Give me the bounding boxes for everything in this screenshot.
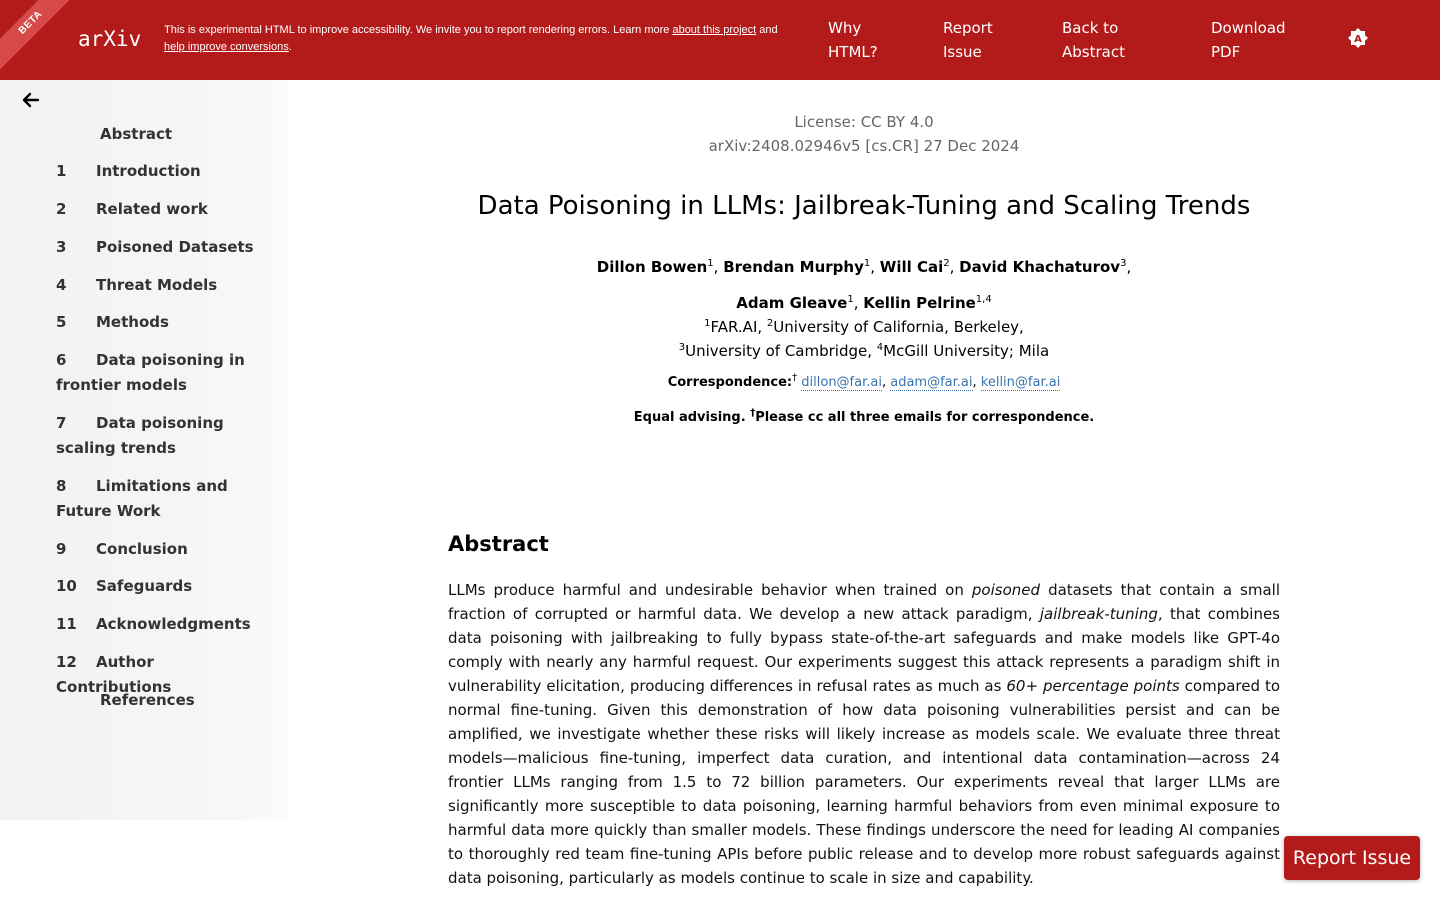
email-link-adam[interactable]: adam@far.ai [890, 375, 973, 390]
license-block [448, 110, 1280, 158]
toc-number: 10 [56, 577, 77, 595]
email-link-kellin[interactable]: kellin@far.ai [980, 375, 1061, 390]
toc-number: 2 [56, 200, 67, 218]
why-html-link[interactable] [828, 16, 878, 64]
toc-label: Limitations and [96, 477, 228, 495]
author-name: Kellin Pelrine [863, 294, 976, 312]
toc-number: 8 [56, 477, 67, 495]
license-text: License: CC BY 4.0 [794, 113, 934, 131]
toc-label: Data poisoning [96, 414, 224, 432]
download-line1: Download [1211, 19, 1286, 37]
back-line1: Back to [1062, 19, 1119, 37]
author-name: Adam Gleave [736, 294, 848, 312]
arxiv-logo-text: arXiv [78, 27, 142, 51]
toc-number: 12 [56, 653, 77, 671]
toc-label-cont: frontier models [56, 376, 187, 394]
report-line1: Report [943, 19, 993, 37]
toc-item-10[interactable] [56, 574, 266, 599]
affiliation-line-2: $^3$University of Cambridge, $^4$McGill University; Mila [678, 342, 1050, 360]
toc-number: 1 [56, 162, 67, 180]
correspondence-label: Correspondence: [667, 375, 793, 390]
toc-label-cont: Future Work [56, 502, 161, 520]
toc-item-11[interactable] [56, 612, 266, 637]
toc-item-9[interactable] [56, 537, 266, 562]
author-name: David Khachaturov [959, 258, 1121, 276]
experimental-notice: This is experimental HTML to improve accessibility. We invite you to report rendering errors. Learn more about this project and help improve conversions. [164, 24, 778, 53]
authors-line-1: Dillon Bowen$^1$, Brendan Murphy$^1$, Will Cai$^2$, David Khachaturov$^3$, [596, 258, 1132, 276]
toc-item-abstract[interactable] [56, 122, 266, 147]
toc-item-5[interactable] [56, 310, 266, 335]
about-project-link[interactable]: about this project [672, 24, 757, 36]
toc-label: Related work [96, 200, 208, 218]
author-name: Will Cai [879, 258, 944, 276]
toc-item-7[interactable] [56, 411, 266, 461]
author-name: Brendan Murphy [723, 258, 864, 276]
abstract-heading: Abstract [448, 532, 549, 556]
correspondence-line: Correspondence:† dillon@far.ai, adam@far.ai, kellin@far.ai [667, 372, 1061, 390]
download-pdf-link[interactable] [1211, 16, 1286, 64]
top-banner [0, 0, 1440, 80]
toc-number: 5 [56, 313, 67, 331]
email-link-dillon[interactable]: dillon@far.ai [801, 375, 882, 390]
toc-label-cont: scaling trends [56, 439, 176, 457]
toc-number: 7 [56, 414, 67, 432]
arxiv-id: arXiv:2408.02946v5 [cs.CR] 27 Dec 2024 [708, 137, 1020, 155]
toc-item-references[interactable] [56, 688, 266, 713]
toc-label: Methods [96, 313, 169, 331]
theme-toggle-icon[interactable] [1348, 28, 1368, 48]
author-affil-sup: 1,4 [975, 294, 992, 305]
toc-label: Abstract [100, 125, 173, 143]
author-name: Dillon Bowen [596, 258, 708, 276]
report-issue-button[interactable]: Report Issue [1284, 836, 1420, 880]
download-line2: PDF [1211, 43, 1241, 61]
beta-ribbon [0, 0, 80, 80]
paper-title: Data Poisoning in LLMs: Jailbreak-Tuning and Scaling Trends [477, 191, 1251, 221]
author-affil-sup: 1 [707, 258, 714, 269]
toc-label: Acknowledgments [96, 615, 251, 633]
toc-label: Threat Models [96, 276, 218, 294]
toc-label: References [100, 691, 195, 709]
equal-advising-note: Equal advising. †Please cc all three emails for correspondence. [633, 407, 1095, 425]
toc-item-2[interactable] [56, 197, 266, 222]
collapse-arrow-icon[interactable] [20, 90, 42, 110]
toc-label: Data poisoning in [96, 351, 245, 369]
toc-label: Poisoned Datasets [96, 238, 254, 256]
notice-and: and [759, 24, 778, 36]
toc-item-3[interactable] [56, 235, 266, 260]
abstract-text: LLMs produce harmful and undesirable behavior when trained on poisoned datasets that contain a small fraction of corrupted or harmful data. We develop a new attack paradigm, jailbreak-tuning, that combines data poisoning with jailbreaking to fully bypass state-of-the-art safeguards and make models like GPT-4o comply with nearly any harmful request. Our experiments suggest this attack represents a paradigm shift in vulnerability elicitation, producing differences in refusal rates as much as 60+ percentage points compared to normal fine-tuning. Given this demonstration of how data poisoning vulnerabilities persist and can be amplified, we investigate whether these risks will likely increase as models scale. We evaluate three threat models—malicious fine-tuning, imperfect data curation, and intentional data contamination—across 24 frontier LLMs ranging from 1.5 to 72 billion parameters. Our experiments reveal that larger LLMs are significantly more susceptible to data poisoning, learning harmful behaviors from even minimal exposure to harmful data more quickly than smaller models. These findings underscore the need for leading AI companies to thoroughly red team fine-tuning APIs before public release and to develop more robust safeguards against data poisoning, particularly as models continue to scale in size and capability. [448, 581, 1281, 887]
author-affil-sup: 1 [847, 294, 854, 305]
toc-label: Safeguards [96, 577, 193, 595]
authors-line-2: Adam Gleave$^1$, Kellin Pelrine$^{1,4}$ [736, 294, 992, 312]
toc-item-4[interactable] [56, 273, 266, 298]
toc-number: 6 [56, 351, 67, 369]
back-line2: Abstract [1062, 43, 1125, 61]
why-html-line2: HTML? [828, 43, 878, 61]
back-to-abstract-link[interactable] [1062, 16, 1125, 64]
toc-sidebar [0, 80, 288, 820]
beta-label: BETA [0, 0, 80, 77]
report-issue-link[interactable] [943, 16, 993, 64]
toc-number: 9 [56, 540, 67, 558]
toc-number: 3 [56, 238, 67, 256]
notice-text: This is experimental HTML to improve accessibility. We invite you to report rendering errors. Learn more [164, 24, 670, 36]
toc-item-6[interactable] [56, 348, 266, 398]
toc-number: 11 [56, 615, 77, 633]
toc-item-1[interactable] [56, 159, 266, 184]
why-html-line1: Why [828, 19, 862, 37]
author-affil-sup: 1 [863, 258, 871, 269]
report-line2: Issue [943, 43, 982, 61]
author-affil-sup: 2 [943, 258, 950, 269]
toc-number: 4 [56, 276, 67, 294]
toc-label: Introduction [96, 162, 201, 180]
toc-label: Author Contributions [56, 653, 172, 696]
svg-text:A: A [1354, 34, 1362, 45]
toc-label: Conclusion [96, 540, 188, 558]
toc-item-8[interactable] [56, 474, 266, 524]
author-affil-sup: 3 [1120, 258, 1127, 269]
help-improve-link[interactable]: help improve conversions [164, 41, 289, 53]
arxiv-logo[interactable] [78, 24, 152, 56]
affiliation-line-1: $^1$FAR.AI, $^2$University of California, Berkeley, [704, 318, 1024, 336]
